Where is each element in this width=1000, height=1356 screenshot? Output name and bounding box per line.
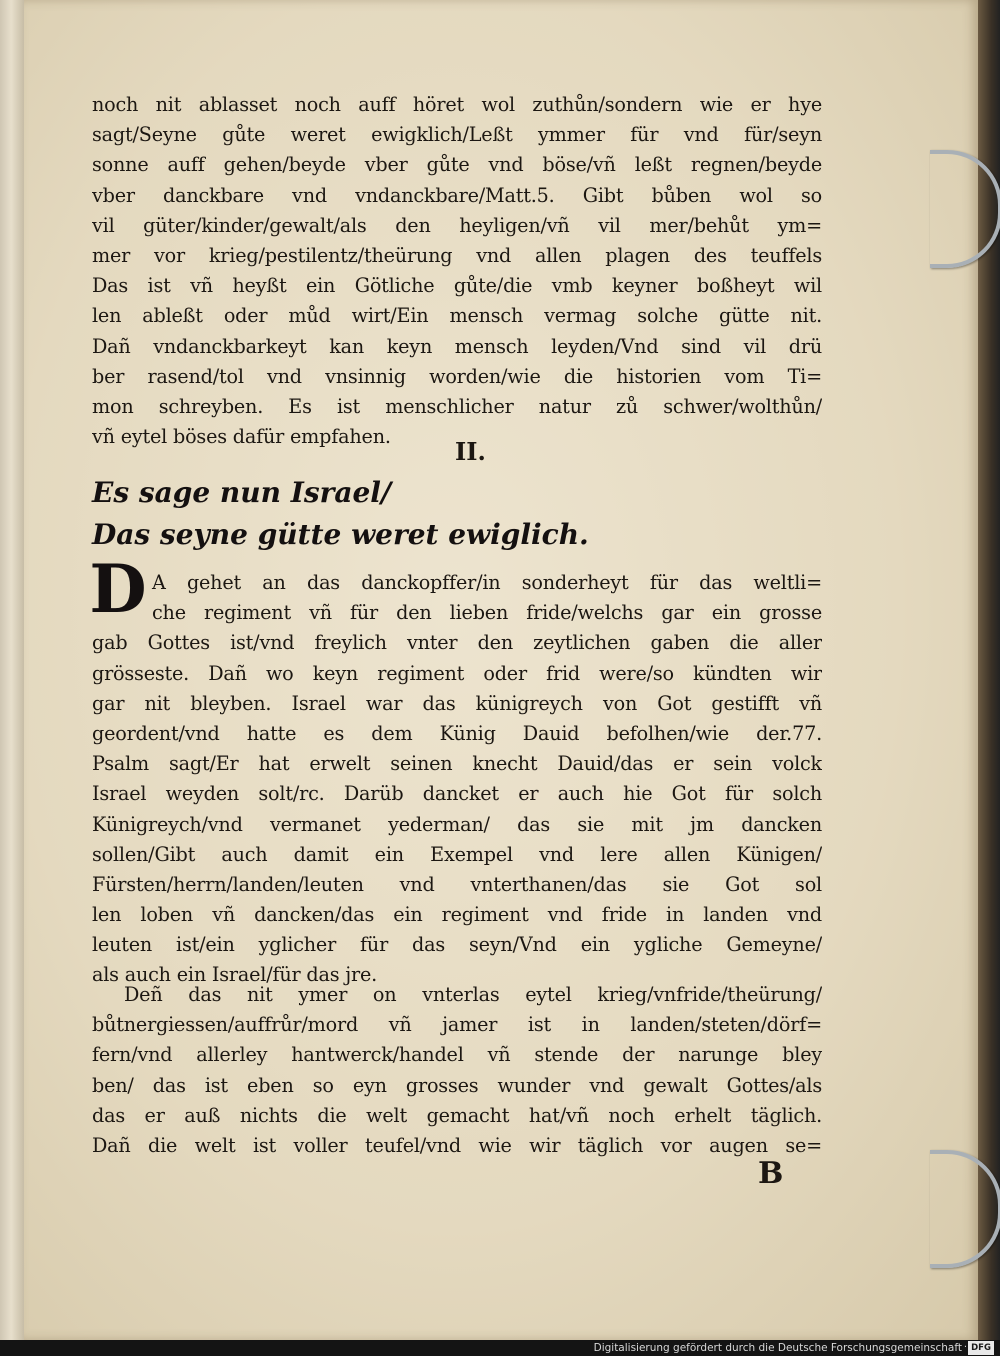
text-line: geordent/vnd hatte es dem Künig Dauid befolhen/wie der.77. — [92, 721, 822, 745]
text-line: das er auß nichts die welt gemacht hat/vñ noch erhelt täglich. — [92, 1103, 822, 1127]
text-line: leuten ist/ein yglicher für das seyn/Vnd ein ygliche Gemeyne/ — [92, 933, 822, 957]
text-line: sonne auff gehen/beyde vber gůte vnd böse/vñ leßt regnen/beyde — [92, 153, 822, 177]
text-line: sollen/Gibt auch damit ein Exempel vnd lere allen Künigen/ — [92, 842, 822, 866]
text-line: Dañ vndanckbarkeyt kan keyn mensch leyden/Vnd sind vil drü — [92, 334, 822, 358]
signature-mark: B — [758, 1156, 784, 1191]
text-line: A gehet an das danckopffer/in sonderheyt für das weltli= — [152, 571, 822, 594]
paragraph-3 — [92, 980, 822, 1161]
text-line: bůtnergiessen/auffrůr/mord vñ jamer ist in landen/steten/dörf= — [92, 1013, 822, 1037]
text-line: vil güter/kinder/gewalt/als den heyligen/vñ vil mer/behůt ym= — [92, 213, 822, 237]
text-line: mon schreyben. Es ist menschlicher natur zů schwer/wolthůn/ — [92, 394, 822, 418]
paragraph-1 — [92, 90, 822, 452]
text-line: grösseste. Dañ wo keyn regiment oder frid were/so kündten wir — [92, 661, 822, 685]
text-line: als auch ein Israel/für das jre. — [92, 963, 378, 987]
text-line: ben/ das ist eben so eyn grosses wunder vnd gewalt Gottes/als — [92, 1073, 822, 1097]
text-line: gar nit bleyben. Israel war das künigreych von Got gestifft vñ — [92, 691, 822, 715]
text-line: che regiment vñ für den lieben fride/welchs gar ein grosse — [152, 601, 822, 625]
text-line: mer vor krieg/pestilentz/theürung vnd allen plagen des teuffels — [92, 243, 822, 267]
text-line: ber rasend/tol vnd vnsinnig worden/wie die historien vom Ti= — [92, 364, 822, 388]
text-line: Psalm sagt/Er hat erwelt seinen knecht Dauid/das er sein volck — [92, 752, 822, 776]
heading-line: Es sage nun Israel/ — [92, 476, 392, 509]
text-line: vñ eytel böses dafür empfahen. — [92, 425, 391, 449]
text-line: len ableßt oder můd wirt/Ein mensch vermag solche gütte nit. — [92, 304, 822, 328]
paragraph-2 — [92, 568, 822, 991]
text-line: len loben vñ dancken/das ein regiment vnd fride in landen vnd — [92, 903, 822, 927]
text-line: Deñ das nit ymer on vnterlas eytel krieg/vnfride/theürung/ — [124, 983, 822, 1006]
dfg-logo-icon[interactable]: DFG — [968, 1341, 994, 1355]
drop-cap-initial: D — [89, 550, 147, 628]
text-line: sagt/Seyne gůte weret ewigklich/Leßt ymmer für vnd für/seyn — [92, 123, 822, 147]
verse-heading — [92, 472, 792, 556]
text-line: Israel weyden solt/rc. Darüb dancket er auch hie Got für solch — [92, 782, 822, 806]
text-line: Fürsten/herrn/landen/leuten vnd vnterthanen/das sie Got sol — [92, 872, 822, 896]
text-line: gab Gottes ist/vnd freylich vnter den zeytlichen gaben die aller — [92, 631, 822, 655]
text-line: fern/vnd allerley hantwerck/handel vñ stende der narunge bley — [92, 1043, 822, 1067]
footer-separator: · — [963, 1342, 967, 1353]
text-line: Das ist vñ heyßt ein Götliche gůte/die vmb keyner boßheyt wil — [92, 274, 822, 298]
text-line: vber danckbare vnd vndanckbare/Matt.5. Gibt bůben wol so — [92, 183, 822, 207]
text-line: Künigreych/vnd vermanet yederman/ das sie mit jm dancken — [92, 812, 822, 836]
text-line: Dañ die welt ist voller teufel/vnd wie wir täglich vor augen se= — [92, 1133, 822, 1157]
funding-notice: Digitalisierung gefördert durch die Deutsche Forschungsgemeinschaft — [593, 1342, 962, 1354]
section-number: II. — [455, 437, 486, 466]
text-line: noch nit ablasset noch auff höret wol zuthůn/sondern wie er hye — [92, 93, 822, 116]
heading-line: Das seyne gütte weret ewiglich. — [92, 518, 589, 551]
